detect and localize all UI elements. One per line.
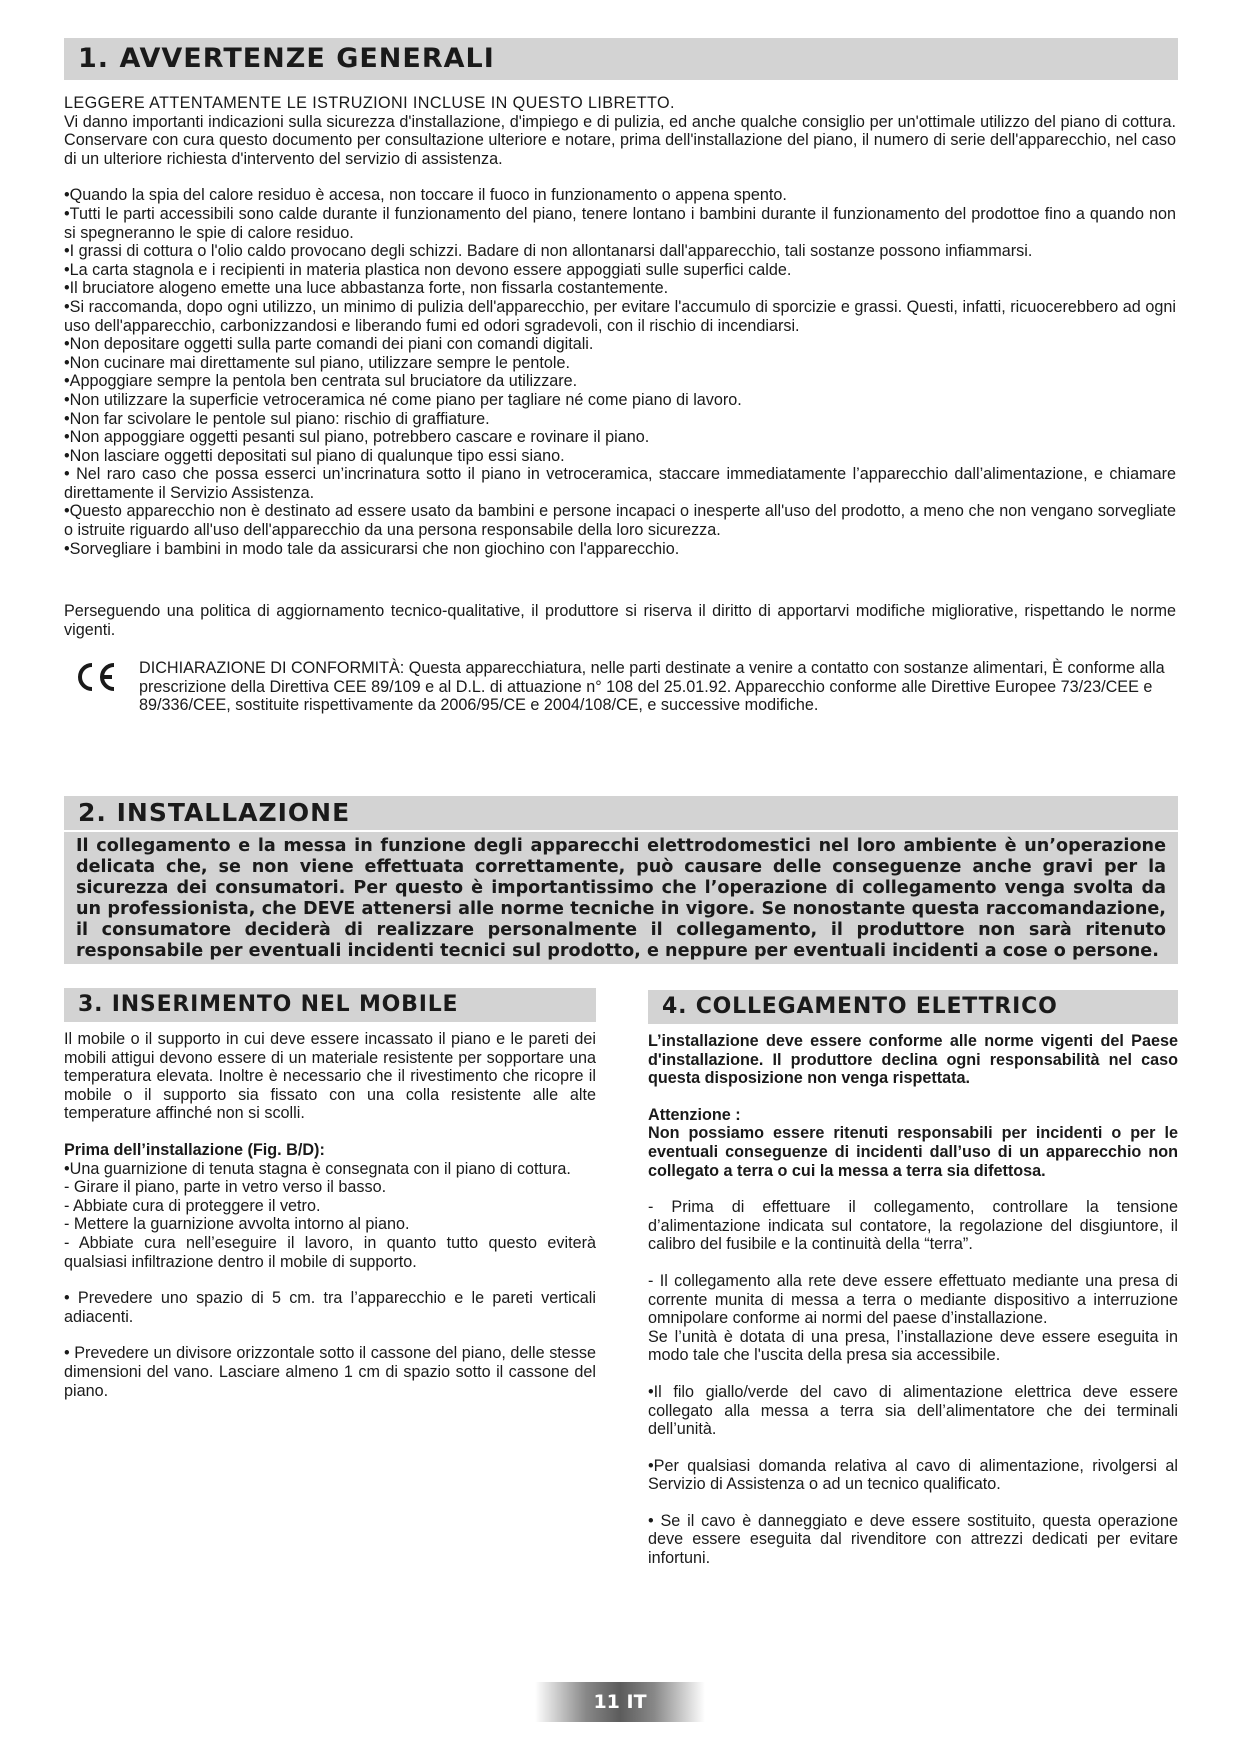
warning-bullet: •Quando la spia del calore residuo è accesa, non toccare il fuoco in funzionamento o appena spento.	[64, 186, 787, 205]
spacer	[64, 168, 1176, 186]
divider-note: • Prevedere un divisore orizzontale sotto il cassone del piano, delle stesse dimensioni del vano. Lasciare almeno 1 cm di spazio sotto il cassone del piano.	[64, 1344, 596, 1400]
policy-paragraph: Perseguendo una politica di aggiornamento tecnico-qualitative, il produttore si riserva il diritto di apportarvi modifiche migliorative, rispettando le norme vigenti.	[64, 602, 1176, 639]
ce-mark-icon	[74, 662, 118, 692]
warning-bullet: •I grassi di cottura o l'olio caldo provocano degli schizzi. Badare di non allontanarsi dall'apparecchio, tali sostanze possono infiammarsi.	[64, 242, 1033, 261]
install-step: - Abbiate cura nell’eseguire il lavoro, in quanto tutto questo eviterà qualsiasi infiltrazione dentro il mobile di supporto.	[64, 1233, 596, 1271]
section-1-body	[64, 94, 1176, 558]
warning-bullet: •Questo apparecchio non è destinato ad essere usato da bambini e persone incapaci o inesperte all'uso del prodotto, a meno che non vengano sorvegliate o istruite riguardo all'uso dell'apparecchio da una persona responsabile della loro sicurezza.	[64, 502, 1176, 540]
electrical-intro: L’installazione deve essere conforme alle norme vigenti del Paese d'installazione. Il produttore declina ogni responsabilità nel caso questa disposizione non venga rispettata.	[648, 1032, 1178, 1088]
spacer	[648, 1365, 1178, 1383]
socket-paragraph: Se l’unità è dotata di una presa, l’installazione deve essere eseguita in modo tale che l'uscita della presa sia accessibile.	[648, 1327, 1178, 1365]
warning-bullet: •La carta stagnola e i recipienti in materia plastica non devono essere appoggiati sulle superfici calde.	[64, 260, 792, 279]
spacer	[648, 1180, 1178, 1198]
page-number-badge: 11 IT	[535, 1682, 705, 1722]
spacer	[64, 1326, 596, 1344]
install-step: - Mettere la guarnizione avvolta intorno al piano.	[64, 1215, 410, 1234]
space-note: • Prevedere uno spazio di 5 cm. tra l’apparecchio e le pareti verticali adiacenti.	[64, 1289, 596, 1326]
warning-bullet: •Sorvegliare i bambini in modo tale da assicurarsi che non giochino con l'apparecchio.	[64, 539, 680, 558]
warning-bullet: •Non cucinare mai direttamente sul piano, utilizzare sempre le pentole.	[64, 353, 570, 372]
damaged-cable-paragraph: • Se il cavo è danneggiato e deve essere sostituito, questa operazione deve essere eseguita dal rivenditore con attrezzi dedicati per evitare infortuni.	[648, 1511, 1178, 1568]
install-step: •Una guarnizione di tenuta stagna è consegnata con il piano di cottura.	[64, 1159, 571, 1178]
before-install-title: Prima dell’installazione (Fig. B/D):	[64, 1140, 325, 1159]
warning-bullet: •Il bruciatore alogeno emette una luce abbastanza forte, non fissarla costantemente.	[64, 279, 669, 298]
intro-caps-line: LEGGERE ATTENTAMENTE LE ISTRUZIONI INCLUSE IN QUESTO LIBRETTO.	[64, 94, 675, 112]
spacer	[64, 1271, 596, 1289]
install-step: - Girare il piano, parte in vetro verso il basso.	[64, 1178, 387, 1197]
conformity-declaration: DICHIARAZIONE DI CONFORMITÀ: Questa apparecchiatura, nelle parti destinate a venire a contatto con sostanze alimentari, È conforme alla prescrizione della Direttiva CEE 89/109 e al D.L. di attuazione n° 108 del 25.01.92. Apparecchio conforme alle Direttive Europee 73/23/CEE e 89/336/CEE, sostituite rispettivamente da 2006/95/CE e 2004/108/CE, e successive modifiche.	[139, 659, 1165, 715]
attention-label: Attenzione :	[648, 1105, 741, 1124]
warning-bullet: •Appoggiare sempre la pentola ben centrata sul bruciatore da utilizzare.	[64, 372, 578, 391]
cabinet-intro: Il mobile o il supporto in cui deve essere incassato il piano e le pareti dei mobili attigui devono essere di un materiale resistente per sopportare una temperatura elevata. Inoltre è necessario che il rivestimento che ricopre il mobile o il supporto sia fissato con una colla resistente alle alte temperature affinché non si scolli.	[64, 1030, 596, 1123]
spacer	[648, 1494, 1178, 1512]
installation-warning-box: Il collegamento e la messa in funzione degli apparecchi elettrodomestici nel loro ambiente è un’operazione delicata che, se non viene effettuata correttamente, può causare delle conseguenze anche gravi per la sicurezza dei consumatori. Per questo è importantissimo che l’operazione di collegamento venga svolta da un professionista, che DEVE attenersi alle norme tecniche in vigore. Se nonostante questa raccomandazione, il consumatore deciderà di realizzare personalmente il collegamento, il produttore non sarà ritenuto responsabile per eventuali incidenti tecnici sul prodotto, e neppure per eventuali incidenti a cose o persone.	[64, 832, 1178, 964]
network-paragraph: - Il collegamento alla rete deve essere effettuato mediante una presa di corrente munita di messa a terra o mediante dispositivo a interruzione omnipolare conforme ai normi del paese d’installazione.	[648, 1271, 1178, 1328]
section-4-body	[648, 1032, 1178, 1568]
warning-bullet: •Non utilizzare la superficie vetroceramica né come piano per tagliare né come piano di lavoro.	[64, 390, 742, 409]
section-3-body	[64, 1030, 596, 1400]
wire-paragraph: •Il filo giallo/verde del cavo di alimentazione elettrica deve essere collegato alla messa a terra sia dell’alimentatore che dei terminali dell’unità.	[648, 1382, 1178, 1439]
intro-paragraph: Vi danno importanti indicazioni sulla sicurezza d'installazione, d'impiego e di pulizia, ed anche qualche consiglio per un'ottimale utilizzo del piano di cottura. Conservare con cura questo documento per consultazione ulteriore e notare, prima dell'installazione del piano, il numero di serie dell'apparecchio, nel caso di un ulteriore richiesta d'intervento del servizio di assistenza.	[64, 112, 1176, 168]
spacer	[648, 1088, 1178, 1106]
attention-text: Non possiamo essere ritenuti responsabili per incidenti o per le eventuali conseguenze di incidenti dall’uso di un apparecchio non collegato a terra o cui la messa a terra sia difettosa.	[648, 1124, 1178, 1180]
section-3-heading: 3. INSERIMENTO NEL MOBILE	[64, 988, 596, 1022]
warning-bullet: •Non appoggiare oggetti pesanti sul piano, potrebbero cascare e rovinare il piano.	[64, 428, 650, 447]
warning-bullet: •Non depositare oggetti sulla parte comandi dei piani con comandi digitali.	[64, 335, 594, 354]
warning-bullet: • Nel raro caso che possa esserci un’incrinatura sotto il piano in vetroceramica, staccare immediatamente l’apparecchio dall’alimentazione, e chiamare direttamente il Servizio Assistenza.	[64, 465, 1176, 502]
check-paragraph: - Prima di effettuare il collegamento, controllare la tensione d’alimentazione indicata sul contatore, la regolazione del disgiuntore, il calibro del fusibile e la continuità della “terra”.	[648, 1198, 1178, 1254]
questions-paragraph: •Per qualsiasi domanda relativa al cavo di alimentazione, rivolgersi al Servizio di Assistenza o ad un tecnico qualificato.	[648, 1456, 1178, 1494]
warning-bullet: •Non lasciare oggetti depositati sul piano di qualunque tipo essi siano.	[64, 446, 565, 465]
section-1-heading: 1. AVVERTENZE GENERALI	[64, 38, 1178, 80]
warning-bullet: •Si raccomanda, dopo ogni utilizzo, un minimo di pulizia dell'apparecchio, per evitare l'accumulo di sporcizie e grassi. Questi, infatti, ricuocerebbero ad ogni uso dell'apparecchio, carbonizzandosi e liberando fumi ed odori sgradevoli, con il rischio di incendiarsi.	[64, 297, 1176, 335]
install-step: - Abbiate cura di proteggere il vetro.	[64, 1196, 321, 1215]
section-4-heading: 4. COLLEGAMENTO ELETTRICO	[648, 990, 1178, 1024]
spacer	[648, 1439, 1178, 1457]
section-2-heading: 2. INSTALLAZIONE	[64, 796, 1178, 830]
warning-bullet: •Tutti le parti accessibili sono calde durante il funzionamento del piano, tenere lontano i bambini durante il funzionamento del prodottoe fino a quando non si spegneranno le spie di calore residuo.	[64, 204, 1176, 242]
spacer	[64, 1123, 596, 1141]
warning-bullet: •Non far scivolare le pentole sul piano: rischio di graffiature.	[64, 409, 490, 428]
spacer	[648, 1254, 1178, 1272]
